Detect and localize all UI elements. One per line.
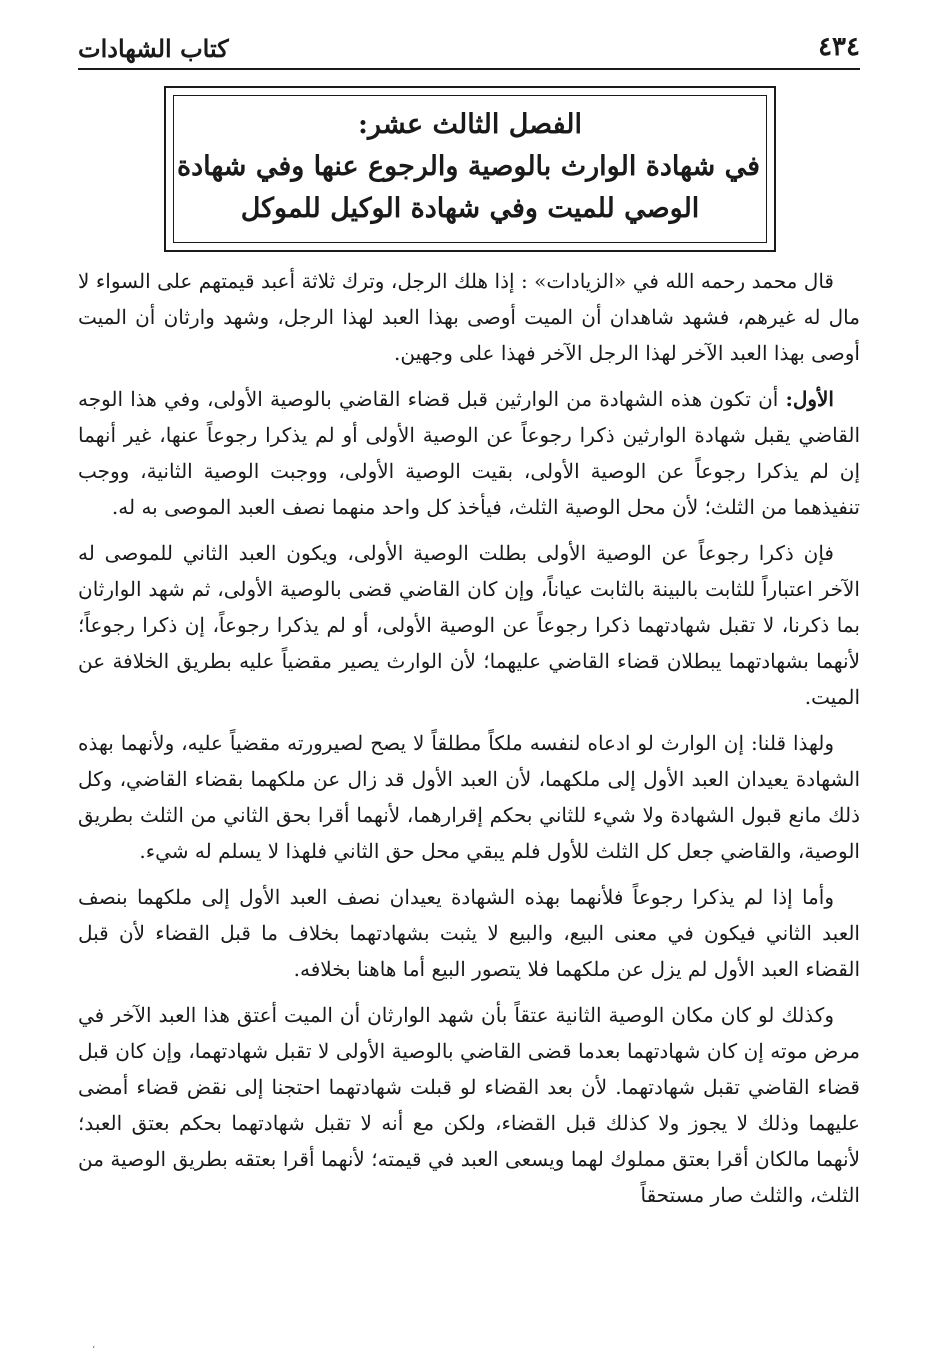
paragraph-lead: الأول: [785, 387, 834, 411]
paragraph-2 [78, 381, 860, 525]
chapter-title-frame [164, 86, 776, 252]
paragraph-text: وكذلك لو كان مكان الوصية الثانية عتقاً بأن شهد الوارثان أن الميت أعتق هذا العبد الآخر في مرض موته إن كان شهادتهما بعدما قضى القاضي بالوصية الأولى لا تقبل شهادتهما، وإن كان قبل قضاء القاضي تقبل شهادتهما. لأن بعد القضاء لو قبلت شهادتهما احتجنا إلى نقض قضاء أمضى عليهما وذلك لا يجوز ولا كذلك قبل القضاء، ولكن مع أنه لا تقبل شهادتهما بحكم بعتق العبد؛ لأنهما مالكان أقرا بعتق مملوك لهما ويسعى العبد في قيمته؛ لأنهما أقرا بعتقه بطريق الوصية من الثلث، والثلث صار مستحقاً [78, 1003, 860, 1207]
chapter-title-line-2: في شهادة الوارث بالوصية والرجوع عنها وفي شهادة [176, 151, 760, 182]
paragraph-text: أن تكون هذه الشهادة من الوارثين قبل قضاء القاضي بالوصية الأولى، وفي هذا الوجه القاضي يقبل شهادة الوارثين ذكرا رجوعاً عن الوصية الأولى أو لم يذكرا رجوعاً عنها، غير أنهما إن لم يذكرا رجوعاً عن الوصية الأولى، بقيت الوصية الأولى، ووجبت الوصية الثانية، ووجب تنفيذهما من الثلث؛ لأن محل الوصية الثلث، فيأخذ كل واحد منهما نصف العبد الموصى به له. [78, 387, 860, 519]
footer-mark: ، [92, 1340, 96, 1351]
paragraph-text: فإن ذكرا رجوعاً عن الوصية الأولى بطلت الوصية الأولى، ويكون العبد الثاني للموصى له الآخر اعتباراً للثابت بالبينة بالثابت عياناً، وإن كان القاضي قضى بالوصية الأولى، ثم شهد الوارثان بما ذكرنا، لا تقبل شهادتهما ذكرا رجوعاً عن الوصية الأولى، أو لم يذكرا رجوعاً، إن ذكرا رجوعاً؛ لأنهما بشهادتهما يبطلان قضاء القاضي عليهما؛ لأن الوارث يصير مقضياً عليه بطريق الخلافة عن الميت. [78, 541, 860, 709]
chapter-title-line-3: الوصي للميت وفي شهادة الوكيل للموكل [240, 193, 700, 224]
paragraph-5 [78, 879, 860, 987]
paragraph-1 [78, 263, 860, 371]
paragraph-4 [78, 725, 860, 869]
paragraph-text: وأما إذا لم يذكرا رجوعاً فلأنهما بهذه الشهادة يعيدان نصف العبد الأول إلى ملكهما بنصف العبد الثاني فيكون في معنى البيع، والبيع لا يثبت بشهادتهما بخلاف ما قبل القضاء لأن قبل القضاء العبد الأول لم يزل عن ملكهما فلا يتصور البيع أما هاهنا بخلافه. [78, 885, 860, 981]
book-title: كتاب الشهادات [78, 34, 229, 63]
chapter-title [176, 104, 760, 230]
paragraph-3 [78, 535, 860, 715]
chapter-title-line-1: الفصل الثالث عشر: [358, 109, 582, 140]
page-number: ٤٣٤ [818, 32, 860, 62]
paragraph-text: ولهذا قلنا: إن الوارث لو ادعاه لنفسه ملكاً مطلقاً لا يصح لصيرورته مقضياً عليه، ولأنهما بهذه الشهادة يعيدان العبد الأول إلى ملكهما، لأن العبد الأول قد زال عن ملكهما بقضاء القاضي، وكل ذلك مانع قبول الشهادة ولا شيء للثاني بحكم إقرارهما، لأنهما أقرا بحق الثاني من الثلث بطريق الوصية، والقاضي جعل كل الثلث للأول فلم يبقي محل حق الثاني فلهذا لا يسلم له شيء. [78, 731, 861, 863]
running-header [78, 28, 860, 70]
paragraph-6 [78, 997, 860, 1213]
paragraph-text: قال محمد رحمه الله في «الزيادات» : إذا هلك الرجل، وترك ثلاثة أعبد قيمتهم على السواء لا مال له غيرهم، فشهد شاهدان أن الميت أوصى بهذا العبد لهذا الرجل، وشهد وارثان أن الميت أوصى بهذا العبد الآخر لهذا الرجل الآخر فهذا على وجهين. [78, 269, 860, 365]
body-text [78, 263, 860, 1223]
